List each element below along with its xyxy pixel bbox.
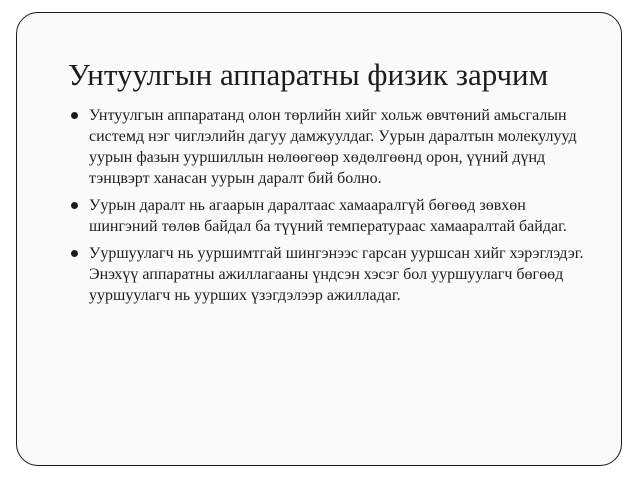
bullet-dot-icon (71, 112, 78, 119)
bullet-item (70, 195, 590, 237)
bullet-item (70, 243, 590, 306)
bullet-dot-icon (71, 202, 78, 209)
bullet-text: Унтуулгын аппаратанд олон төрлийн хийг хольж өвчтөний амьсгалын системд нэг чиглэлийн дагуу дамжуулдаг. Уурын даралтын молекулууд уурын фазын ууршиллын нөлөөгөөр хөдөлгөөнд орон, үүний дүнд тэнцвэрт ханасан уурын даралт бий болно. (89, 107, 577, 187)
bullet-text: Ууршуулагч нь ууршимтгай шингэнээс гарсан ууршсан хийг хэрэглэдэг. Энэхүү аппаратны ажиллагааны үндсэн хэсэг бол ууршуулагч бөгөөд ууршуулагч нь уурших үзэгдэлээр ажилладаг. (89, 245, 584, 304)
bullet-dot-icon (71, 250, 78, 257)
slide-title: Унтуулгын аппаратны физик зарчим (68, 57, 549, 92)
bullet-text: Уурын даралт нь агаарын даралтаас хамааралгүй бөгөөд зөвхөн шингэний төлөв байдал ба түүний температураас хамааралтай байдаг. (89, 197, 567, 235)
bullet-item (70, 105, 590, 189)
bullet-list (70, 105, 590, 312)
